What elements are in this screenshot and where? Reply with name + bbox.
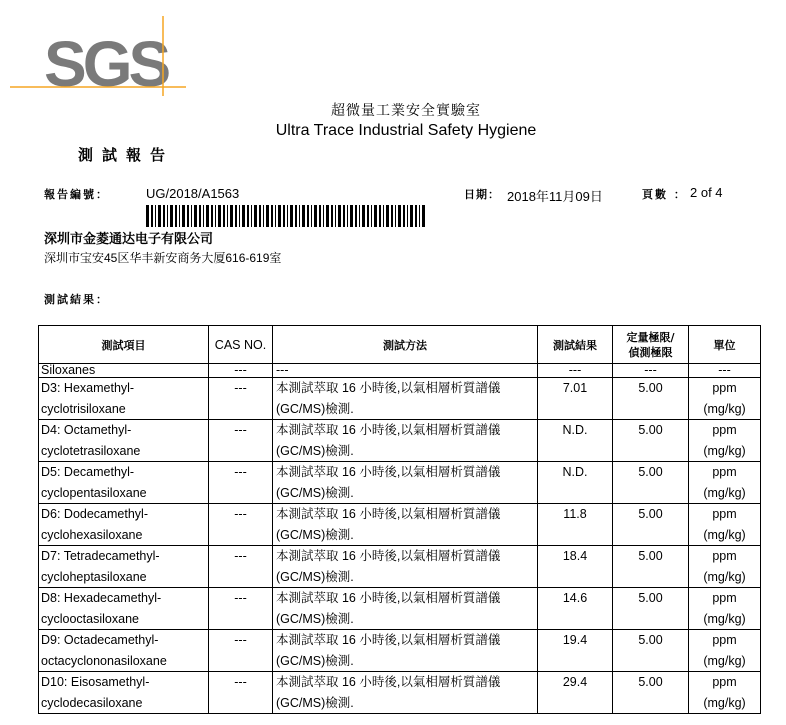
barcode-bar bbox=[407, 205, 408, 227]
page-value: 2 of 4 bbox=[690, 185, 723, 200]
barcode-bar bbox=[299, 205, 300, 227]
barcode-bar bbox=[175, 205, 177, 227]
group-unit: --- bbox=[689, 364, 761, 378]
barcode-bar bbox=[206, 205, 209, 227]
barcode-bar bbox=[146, 205, 149, 227]
test-result: 14.6 bbox=[538, 588, 613, 630]
barcode-bar bbox=[331, 205, 333, 227]
unit: ppm (mg/kg) bbox=[689, 462, 761, 504]
barcode-bar bbox=[275, 205, 276, 227]
test-item: D8: Hexadecamethyl- cyclooctasiloxane bbox=[39, 588, 209, 630]
test-item: D10: Eisosamethyl- cyclodecasiloxane bbox=[39, 672, 209, 714]
barcode-bar bbox=[314, 205, 317, 227]
table-row bbox=[39, 588, 761, 630]
table-row bbox=[39, 378, 761, 420]
page-label: 頁數 ： bbox=[642, 188, 687, 201]
test-method: 本測試萃取 16 小時後,以氣相層析質譜儀 (GC/MS)檢測. bbox=[273, 504, 538, 546]
barcode-bar bbox=[187, 205, 189, 227]
barcode-bar bbox=[254, 205, 257, 227]
barcode-bar bbox=[395, 205, 396, 227]
detection-limit: 5.00 bbox=[613, 546, 689, 588]
barcode-bar bbox=[223, 205, 225, 227]
detection-limit: 5.00 bbox=[613, 672, 689, 714]
barcode-bar bbox=[422, 205, 425, 227]
barcode-bar bbox=[343, 205, 345, 227]
barcode-bar bbox=[239, 205, 240, 227]
detection-limit: 5.00 bbox=[613, 504, 689, 546]
test-method: 本測試萃取 16 小時後,以氣相層析質譜儀 (GC/MS)檢測. bbox=[273, 546, 538, 588]
header-result: 測試結果 bbox=[538, 326, 613, 364]
barcode-bar bbox=[398, 205, 401, 227]
barcode-bar bbox=[235, 205, 237, 227]
test-result: 29.4 bbox=[538, 672, 613, 714]
barcode-bar bbox=[271, 205, 273, 227]
barcode-bar bbox=[182, 205, 185, 227]
table-row bbox=[39, 420, 761, 462]
report-no-value: UG/2018/A1563 bbox=[146, 186, 240, 201]
barcode-bar bbox=[218, 205, 221, 227]
barcode-bar bbox=[247, 205, 249, 227]
barcode-bar bbox=[199, 205, 201, 227]
test-item: D3: Hexamethyl- cyclotrisiloxane bbox=[39, 378, 209, 420]
barcode-bar bbox=[203, 205, 204, 227]
barcode-bar bbox=[263, 205, 264, 227]
table-row bbox=[39, 504, 761, 546]
barcode-bar bbox=[170, 205, 173, 227]
unit: ppm (mg/kg) bbox=[689, 504, 761, 546]
group-row bbox=[39, 364, 761, 378]
lab-name-en: Ultra Trace Industrial Safety Hygiene bbox=[275, 122, 537, 139]
group-result: --- bbox=[538, 364, 613, 378]
test-item: D9: Octadecamethyl- octacyclononasiloxane bbox=[39, 630, 209, 672]
group-cas: --- bbox=[209, 364, 273, 378]
group-limit: --- bbox=[613, 364, 689, 378]
barcode-bar bbox=[371, 205, 372, 227]
header-unit: 單位 bbox=[689, 326, 761, 364]
test-method: 本測試萃取 16 小時後,以氣相層析質譜儀 (GC/MS)檢測. bbox=[273, 378, 538, 420]
barcode-bar bbox=[419, 205, 420, 227]
barcode-bar bbox=[290, 205, 293, 227]
barcode-bar bbox=[367, 205, 369, 227]
barcode-bar bbox=[307, 205, 309, 227]
barcode-bar bbox=[319, 205, 321, 227]
test-result: N.D. bbox=[538, 420, 613, 462]
logo-text: SGS bbox=[44, 28, 168, 100]
header-limit bbox=[613, 326, 689, 364]
detection-limit: 5.00 bbox=[613, 588, 689, 630]
header-cas: CAS NO. bbox=[209, 326, 273, 364]
barcode-bar bbox=[230, 205, 233, 227]
barcode-bar bbox=[283, 205, 285, 227]
cas-no: --- bbox=[209, 672, 273, 714]
barcode-bar bbox=[403, 205, 405, 227]
test-method: 本測試萃取 16 小時後,以氣相層析質譜儀 (GC/MS)檢測. bbox=[273, 588, 538, 630]
barcode-bar bbox=[163, 205, 165, 227]
cas-no: --- bbox=[209, 588, 273, 630]
barcode-bar bbox=[415, 205, 417, 227]
detection-limit: 5.00 bbox=[613, 378, 689, 420]
client-address: 深圳市宝安45区华丰新安商务大厦616-619室 bbox=[44, 251, 282, 265]
barcode-bar bbox=[323, 205, 324, 227]
barcode-bar bbox=[311, 205, 312, 227]
barcode-bar bbox=[251, 205, 252, 227]
barcode bbox=[146, 205, 426, 227]
barcode-bar bbox=[259, 205, 261, 227]
results-table bbox=[38, 325, 761, 714]
results-label: 測試結果： bbox=[44, 293, 109, 306]
cas-no: --- bbox=[209, 504, 273, 546]
barcode-bar bbox=[211, 205, 213, 227]
barcode-bar bbox=[242, 205, 245, 227]
barcode-bar bbox=[302, 205, 305, 227]
test-result: 19.4 bbox=[538, 630, 613, 672]
test-result: 7.01 bbox=[538, 378, 613, 420]
client-company: 深圳市金菱通达电子有限公司 bbox=[44, 231, 214, 246]
barcode-bar bbox=[391, 205, 393, 227]
barcode-bar bbox=[278, 205, 281, 227]
barcode-bar bbox=[287, 205, 288, 227]
test-item: D4: Octamethyl- cyclotetrasiloxane bbox=[39, 420, 209, 462]
barcode-bar bbox=[227, 205, 228, 227]
barcode-bar bbox=[335, 205, 336, 227]
table-header-row bbox=[39, 326, 761, 364]
header-item: 測試項目 bbox=[39, 326, 209, 364]
date-label: 日期： bbox=[464, 188, 500, 201]
table-row bbox=[39, 462, 761, 504]
barcode-bar bbox=[179, 205, 180, 227]
header-limit-line1: 定量極限/ bbox=[626, 330, 675, 344]
detection-limit: 5.00 bbox=[613, 630, 689, 672]
cas-no: --- bbox=[209, 378, 273, 420]
barcode-bar bbox=[347, 205, 348, 227]
unit: ppm (mg/kg) bbox=[689, 588, 761, 630]
sgs-logo bbox=[0, 0, 200, 100]
barcode-bar bbox=[362, 205, 365, 227]
detection-limit: 5.00 bbox=[613, 420, 689, 462]
barcode-bar bbox=[167, 205, 168, 227]
barcode-bar bbox=[158, 205, 161, 227]
barcode-bar bbox=[379, 205, 381, 227]
barcode-bar bbox=[215, 205, 216, 227]
test-result: 18.4 bbox=[538, 546, 613, 588]
test-method: 本測試萃取 16 小時後,以氣相層析質譜儀 (GC/MS)檢測. bbox=[273, 672, 538, 714]
barcode-bar bbox=[374, 205, 377, 227]
table-row bbox=[39, 630, 761, 672]
cas-no: --- bbox=[209, 630, 273, 672]
test-method: 本測試萃取 16 小時後,以氣相層析質譜儀 (GC/MS)檢測. bbox=[273, 462, 538, 504]
header-limit-line2: 偵測極限 bbox=[628, 345, 673, 359]
test-method: 本測試萃取 16 小時後,以氣相層析質譜儀 (GC/MS)檢測. bbox=[273, 630, 538, 672]
barcode-bar bbox=[383, 205, 384, 227]
barcode-bar bbox=[355, 205, 357, 227]
barcode-bar bbox=[350, 205, 353, 227]
cas-no: --- bbox=[209, 462, 273, 504]
barcode-bar bbox=[295, 205, 297, 227]
group-method: --- bbox=[273, 364, 538, 378]
unit: ppm (mg/kg) bbox=[689, 546, 761, 588]
table-row bbox=[39, 672, 761, 714]
barcode-bar bbox=[386, 205, 389, 227]
cas-no: --- bbox=[209, 420, 273, 462]
date-value: 2018年11月09日 bbox=[507, 189, 603, 204]
report-title: 測試報告 bbox=[78, 146, 175, 164]
barcode-bar bbox=[194, 205, 197, 227]
barcode-bar bbox=[155, 205, 156, 227]
detection-limit: 5.00 bbox=[613, 462, 689, 504]
unit: ppm (mg/kg) bbox=[689, 630, 761, 672]
test-method: 本測試萃取 16 小時後,以氣相層析質譜儀 (GC/MS)檢測. bbox=[273, 420, 538, 462]
unit: ppm (mg/kg) bbox=[689, 378, 761, 420]
test-result: N.D. bbox=[538, 462, 613, 504]
unit: ppm (mg/kg) bbox=[689, 672, 761, 714]
test-item: D5: Decamethyl- cyclopentasiloxane bbox=[39, 462, 209, 504]
barcode-bar bbox=[359, 205, 360, 227]
barcode-bar bbox=[266, 205, 269, 227]
report-no-label: 報告編號： bbox=[44, 188, 109, 201]
header-method: 測試方法 bbox=[273, 326, 538, 364]
lab-name-cn: 超微量工業安全實驗室 bbox=[331, 103, 481, 119]
table-row bbox=[39, 546, 761, 588]
group-name: Siloxanes bbox=[39, 364, 209, 378]
barcode-bar bbox=[151, 205, 153, 227]
cas-no: --- bbox=[209, 546, 273, 588]
test-result: 11.8 bbox=[538, 504, 613, 546]
test-item: D6: Dodecamethyl- cyclohexasiloxane bbox=[39, 504, 209, 546]
barcode-bar bbox=[338, 205, 341, 227]
barcode-bar bbox=[191, 205, 192, 227]
barcode-bar bbox=[326, 205, 329, 227]
test-item: D7: Tetradecamethyl- cycloheptasiloxane bbox=[39, 546, 209, 588]
barcode-bar bbox=[410, 205, 413, 227]
unit: ppm (mg/kg) bbox=[689, 420, 761, 462]
